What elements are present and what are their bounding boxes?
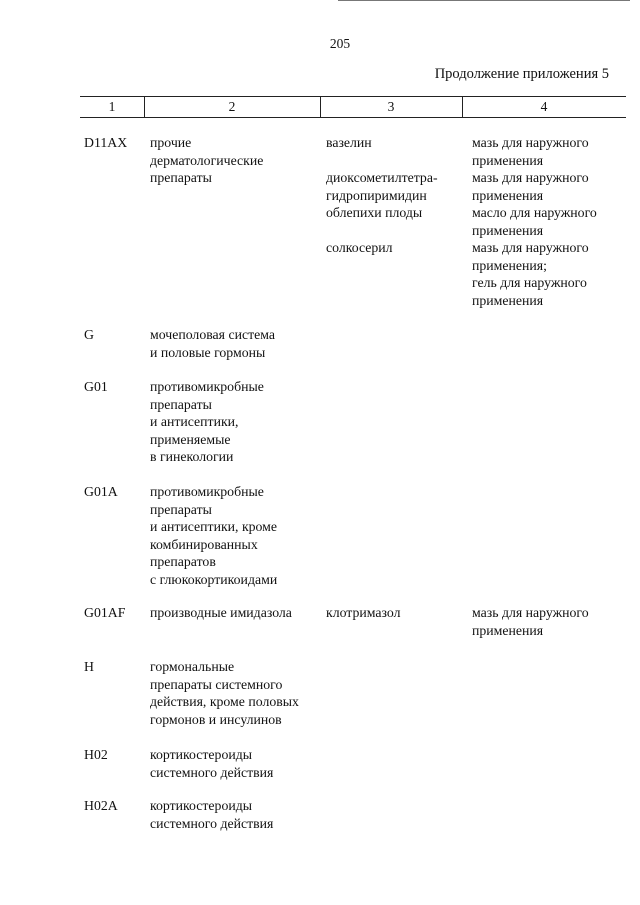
cell-line: применения; [472,257,547,273]
cell-line: и половые гормоны [150,344,266,360]
atc-code: H02 [84,747,108,762]
cell-line: гель для наружного [472,275,587,290]
cell-line: мазь для наружного [472,605,589,620]
cell-line: системного действия [150,764,274,780]
cell-line: диоксометилтетра- [326,170,438,185]
cell-line: и антисептики, кроме [150,519,278,534]
atc-code: D11AX [84,135,128,150]
cell-line: применения [472,152,544,168]
continuation-note: Продолжение приложения 5 [434,66,609,82]
cell-line: применения [472,622,544,638]
line-gap [326,222,466,240]
cell-line: препараты [150,396,212,412]
cell-line: солкосерил [326,240,393,255]
cell-line: производные имидазола [150,605,292,620]
cell-line: применения [472,292,544,308]
atc-code: H [84,659,94,674]
group-name [150,604,320,622]
cell-line: вазелин [326,135,372,150]
atc-code: G01 [84,379,108,394]
cell-line: гормонов и инсулинов [150,711,282,727]
header-col-4: 4 [540,99,548,114]
cell-line: препараты системного [150,676,283,692]
cell-line: дерматологические [150,152,264,168]
dosage-form [472,604,622,639]
cell-line: кортикостероиды [150,798,253,813]
cell-line: применения [472,187,544,203]
group-name [150,134,320,187]
header-col-3: 3 [387,99,395,114]
cell-line: кортикостероиды [150,747,253,762]
cell-line: облепихи плоды [326,205,423,220]
cell-line: препаратов [150,554,216,569]
page-number: 205 [329,36,351,51]
cell-line: мазь для наружного [472,240,589,255]
table-header [80,96,626,118]
group-name [150,658,320,728]
cell-line: системного действия [150,815,274,831]
cell-line: мазь для наружного [472,135,589,150]
cell-line: в гинекологии [150,449,234,464]
cell-line: мочеполовая система [150,327,276,342]
cell-line: применения [472,222,544,238]
group-name [150,378,320,466]
header-col-1: 1 [108,99,116,114]
cell-line: препараты [150,501,212,517]
cell-line: мазь для наружного [472,170,589,185]
atc-code: G [84,327,94,342]
cell-line: комбинированных [150,536,258,552]
atc-code: G01AF [84,605,126,620]
cell-line: действия, кроме половых [150,694,299,709]
group-name [150,797,320,832]
cell-line: применяемые [150,431,231,447]
atc-code: G01A [84,484,118,499]
group-name [150,746,320,781]
dosage-form [472,134,622,309]
cell-line: прочие [150,135,192,150]
cell-line: противомикробные [150,484,264,499]
cell-line: препараты [150,170,212,185]
cell-line: гидропиримидин [326,187,427,203]
group-name [150,483,320,588]
drug-name [326,134,466,257]
header-col-2: 2 [228,99,236,114]
top-rule [338,0,630,1]
cell-line: и антисептики, [150,414,239,429]
cell-line: противомикробные [150,379,264,394]
line-gap [326,152,466,170]
group-name [150,326,320,361]
cell-line: клотримазол [326,605,401,620]
cell-line: гормональные [150,659,235,674]
atc-code: H02A [84,798,118,813]
cell-line: масло для наружного [472,205,597,220]
drug-name [326,604,466,622]
cell-line: с глюкокортикоидами [150,571,278,587]
